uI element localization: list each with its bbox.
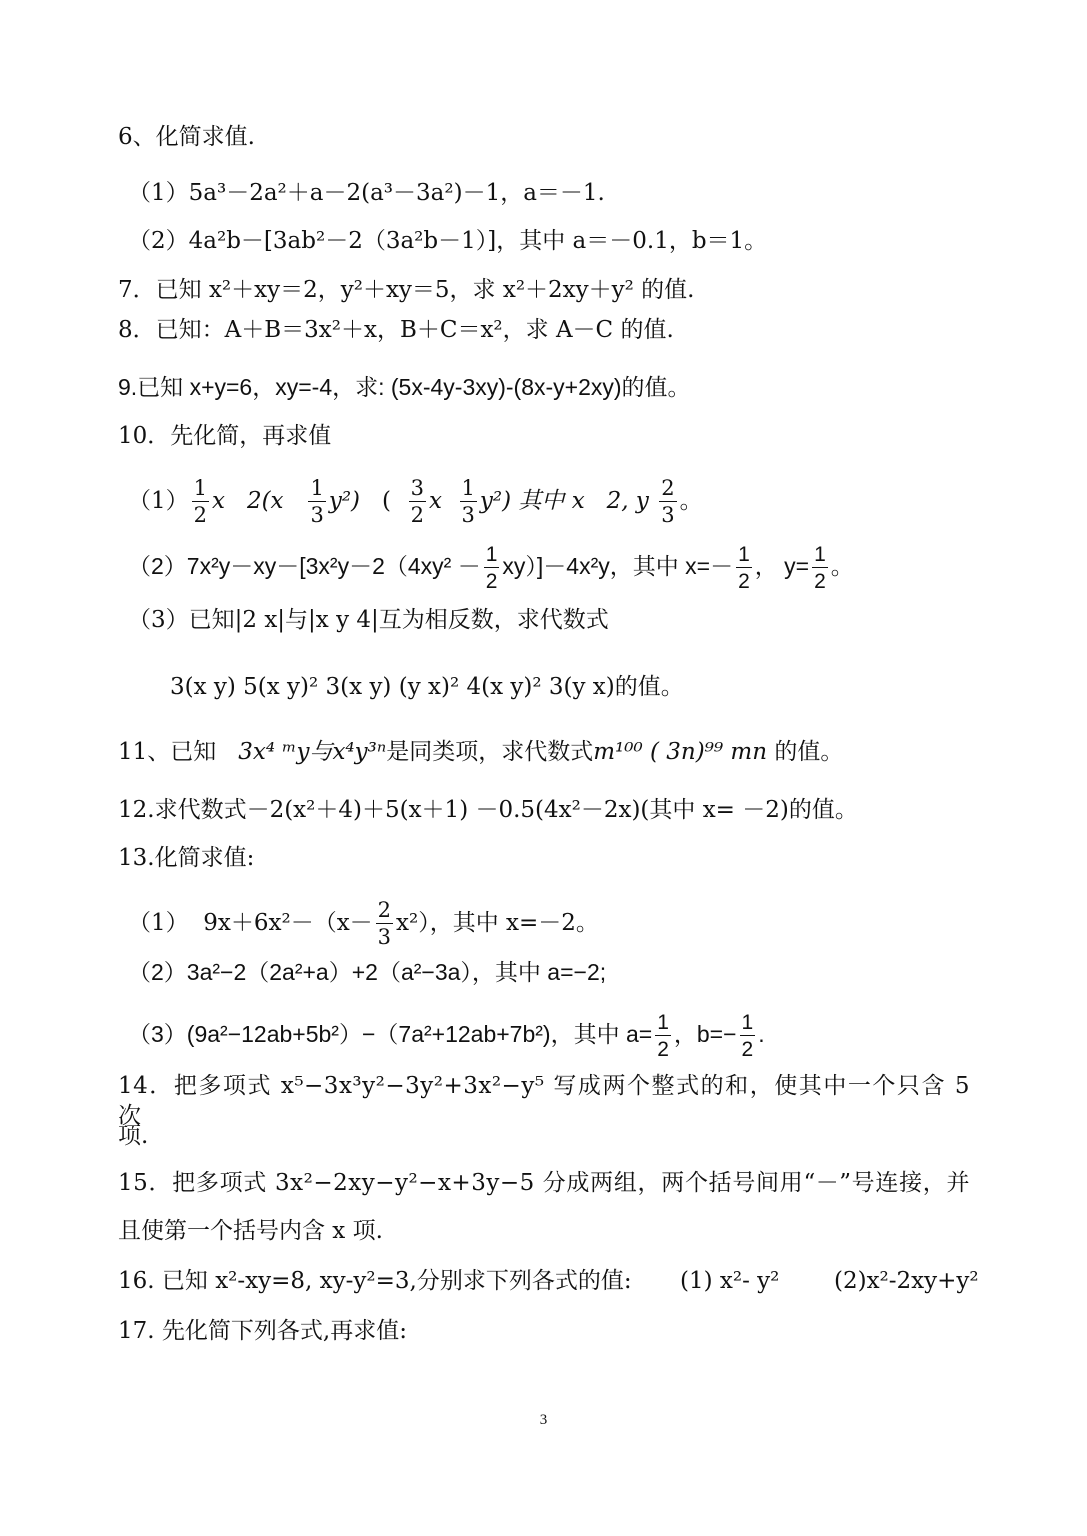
fraction-three-halves (409, 478, 426, 526)
term: 2(x (246, 488, 291, 514)
sentence-end: 。 (679, 488, 703, 514)
term: y²) (328, 488, 368, 514)
problem-13-part-2: （2）3a²−2（2a²+a）+2（a²−3a），其中 a=−2; (128, 959, 607, 985)
problem-10-part-3 (128, 605, 609, 635)
fraction-two-thirds (376, 900, 393, 948)
fraction-one-half (655, 1012, 671, 1060)
term: y²) 其中 x (479, 488, 593, 514)
numerator: 1 (310, 476, 324, 500)
question-1: (1) x²- y² (680, 1268, 780, 1294)
denominator: 2 (485, 570, 498, 593)
problem-14-line-2: 项. (118, 1123, 149, 1149)
fraction-one-half (484, 544, 500, 592)
numerator: 2 (377, 898, 392, 922)
fraction-one-half (192, 478, 209, 526)
problem-6-part-1 (128, 178, 605, 208)
problem-10-part-1 (128, 478, 703, 526)
expression: m¹⁰⁰ ( 3n)⁹⁹ mn (593, 739, 768, 765)
sentence-end: . (758, 1021, 765, 1048)
statement: 已知|2 x|与|x y 4|互为相反数，求代数式 (188, 607, 609, 633)
fraction-one-half (736, 544, 752, 592)
expression: ，b=− (673, 1021, 737, 1048)
statement: 16. 已知 x²-xy=8, xy-y²=3,分别求下列各式的值: (118, 1268, 632, 1294)
part-label: （1） (128, 910, 189, 936)
problem-9: 9.已知 x+y=6，xy=-4，求: (5x-4y-3xy)-(8x-y+2xy)的值。 (118, 374, 691, 400)
expression: ， y= (754, 553, 810, 580)
expression: 7x²y－xy－[3x²y－2（4xy² － (186, 553, 481, 580)
problem-13-part-1 (128, 900, 599, 948)
problem-6-title: 6、化简求值. (118, 124, 255, 150)
denominator: 3 (661, 503, 675, 527)
problem-10-title: 10．先化简，再求值 (118, 423, 332, 449)
expression: 4a²b－[3ab²－2（3a²b－1）]，其中 a＝－0.1，b＝1。 (188, 228, 768, 254)
numerator: 1 (193, 476, 208, 500)
denominator: 2 (741, 1038, 754, 1061)
expression: 5a³－2a²＋a－2(a³－3a²)－1， (188, 180, 524, 206)
expression: xy）]－4x²y，其中 x=－ (502, 553, 734, 580)
condition: a＝－1. (523, 180, 605, 206)
numerator: 1 (485, 543, 498, 566)
problem-10-part-2 (128, 544, 854, 592)
problem-12: 12.求代数式－2(x²＋4)＋5(x＋1) －0.5(4x²－2x)(其中 x= －2)的值。 (118, 797, 858, 823)
problem-11 (118, 737, 843, 767)
part-label: （1） (128, 180, 189, 206)
numerator: 1 (738, 543, 750, 566)
part-label: （2） (128, 553, 187, 580)
problem-17: 17. 先化简下列各式,再求值: (118, 1318, 407, 1344)
middle-text: 是同类项，求代数式 (386, 739, 594, 765)
suffix: 的值。 (774, 739, 844, 765)
expression: 3x⁴ ᵐy与x⁴y³ⁿ (238, 739, 387, 765)
numerator: 1 (741, 1011, 754, 1034)
problem-7: 7．已知 x²＋xy＝2，y²＋xy＝5，求 x²＋2xy＋y² 的值. (118, 277, 695, 303)
fraction-two-thirds (659, 478, 676, 526)
page-number: 3 (539, 1412, 548, 1428)
problem-14-line-1: 14．把多项式 x⁵−3x³y²−3y²+3x²−y⁵ 写成两个整式的和，使其中一个只含 5 次 (118, 1073, 970, 1129)
problem-13-part-3 (128, 1012, 765, 1060)
numerator: 1 (461, 476, 475, 500)
denominator: 2 (193, 503, 208, 527)
denominator: 3 (310, 503, 324, 527)
fraction-one-half (812, 544, 828, 592)
problem-6-part-2 (128, 226, 767, 256)
numerator: 1 (657, 1011, 669, 1034)
problem-13-title: 13.化简求值: (118, 845, 255, 871)
term: x (212, 488, 233, 514)
problem-16 (118, 1266, 979, 1296)
problem-10-part-3-expression: 3(x y) 5(x y)² 3(x y) (y x)² 4(x y)² 3(y x)的值。 (170, 674, 684, 700)
fraction-one-third (460, 478, 477, 526)
expression: （3）(9a²−12ab+5b²）−（7a²+12ab+7b²)，其中 a= (128, 1021, 653, 1048)
numerator: 2 (661, 476, 675, 500)
problem-8: 8．已知：A＋B＝3x²＋x，B＋C＝x²，求 A－C 的值. (118, 317, 674, 343)
prefix: 11、已知 (118, 739, 217, 765)
term: 2, y (606, 488, 657, 514)
part-label: （3） (128, 607, 189, 633)
denominator: 2 (657, 1038, 669, 1061)
fraction-one-half (740, 1012, 756, 1060)
part-label: （2） (128, 228, 189, 254)
numerator: 3 (410, 476, 424, 500)
expression: x²），其中 x=－2。 (396, 910, 599, 936)
denominator: 3 (461, 503, 475, 527)
part-label: （1） (128, 488, 189, 514)
sentence-end: 。 (830, 553, 854, 580)
denominator: 2 (738, 570, 750, 593)
term: ( (381, 488, 391, 514)
denominator: 3 (377, 925, 392, 949)
denominator: 2 (814, 570, 826, 593)
numerator: 1 (814, 543, 826, 566)
fraction-one-third (308, 478, 325, 526)
denominator: 2 (410, 503, 424, 527)
expression: 9x＋6x²－（x－ (203, 910, 373, 936)
problem-15-line-2: 且使第一个括号内含 x 项. (118, 1218, 383, 1244)
problem-15-line-1: 15．把多项式 3x²−2xy−y²−x+3y−5 分成两组，两个括号间用“－”号连接，并 (118, 1170, 970, 1196)
question-2: (2)x²-2xy+y² (834, 1268, 979, 1294)
term: x (428, 488, 442, 514)
